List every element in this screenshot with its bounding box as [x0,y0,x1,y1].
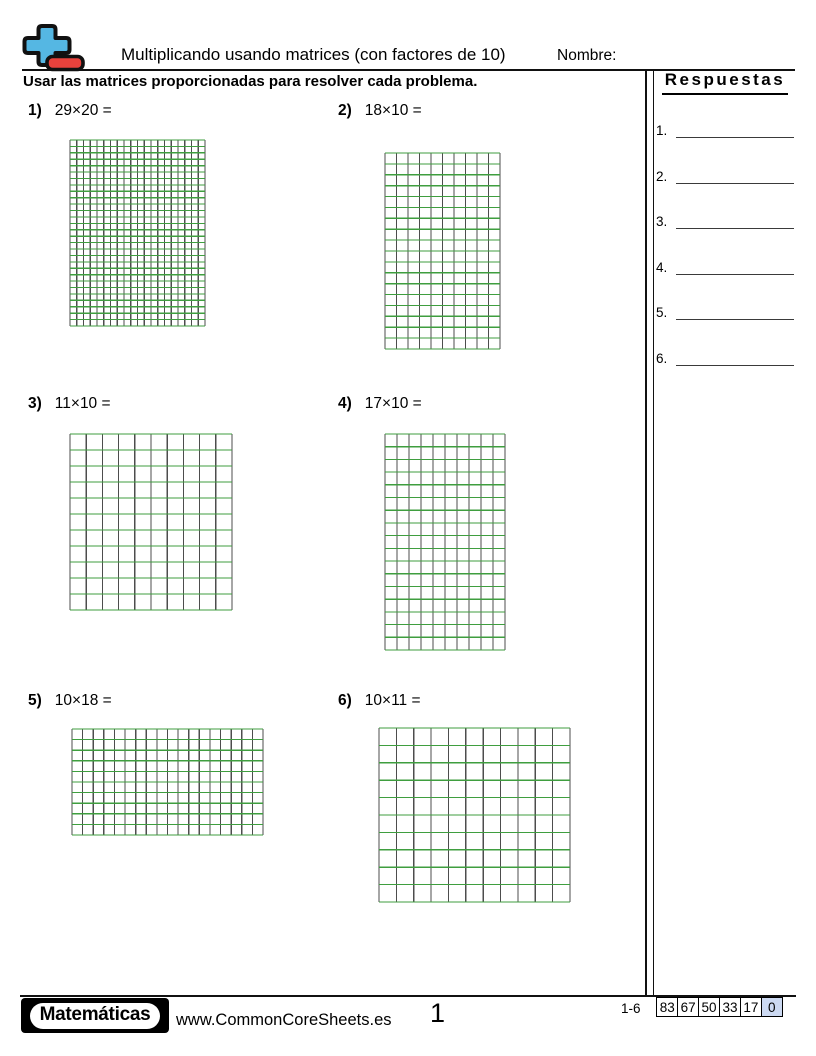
problem-number: 4) [338,395,352,412]
score-cell-67: 67 [677,997,700,1017]
problem-label-6 [338,692,421,710]
array-grid-29x20 [69,139,206,327]
score-cell-17: 17 [740,997,763,1017]
problem-number: 6) [338,692,352,709]
score-cell-83: 83 [656,997,679,1017]
score-cell-50: 50 [698,997,721,1017]
answer-number: 5. [656,305,668,321]
answer-number: 4. [656,259,668,275]
problem-label-1 [28,102,112,120]
score-range-label: 1-6 [621,1001,641,1016]
page-title: Multiplicando usando matrices (con factores de 10) [121,45,506,64]
problem-number: 5) [28,692,42,709]
array-grid-10x11 [378,727,571,903]
answer-number: 1. [656,123,668,138]
brand-name: Matemáticas [30,1003,161,1029]
instruction-text: Usar las matrices proporcionadas para resolver cada problema. [23,72,478,90]
problem-number: 2) [338,102,352,119]
array-grid-10x18 [71,728,264,836]
answer-number: 6. [656,351,668,366]
problem-expression: 18×10 = [364,102,422,119]
problem-expression: 10×18 = [54,692,112,709]
score-cell-0: 0 [761,997,784,1017]
problem-expression: 17×10 = [364,395,422,412]
problem-label-5 [28,692,112,710]
answers-title: Respuestas [662,70,788,95]
score-cell-33: 33 [719,997,742,1017]
problem-label-3 [28,395,111,413]
problem-number: 1) [28,102,42,119]
brand-logo [21,998,169,1033]
array-grid-11x10 [69,433,233,611]
answer-number: 2. [656,168,668,184]
problem-expression: 10×11 = [364,692,421,709]
score-table [656,997,783,1017]
array-grid-17x10 [384,433,506,651]
problem-number: 3) [28,395,42,412]
problem-label-4 [338,395,422,413]
name-label: Nombre: [557,47,617,64]
array-grid-18x10 [384,152,501,350]
page-number: 1 [430,998,446,1028]
problem-expression: 29×20 = [54,102,112,119]
answer-number: 3. [656,214,668,230]
problem-expression: 11×10 = [54,395,111,412]
website-url: www.CommonCoreSheets.es [176,1011,392,1029]
problem-label-2 [338,102,422,120]
